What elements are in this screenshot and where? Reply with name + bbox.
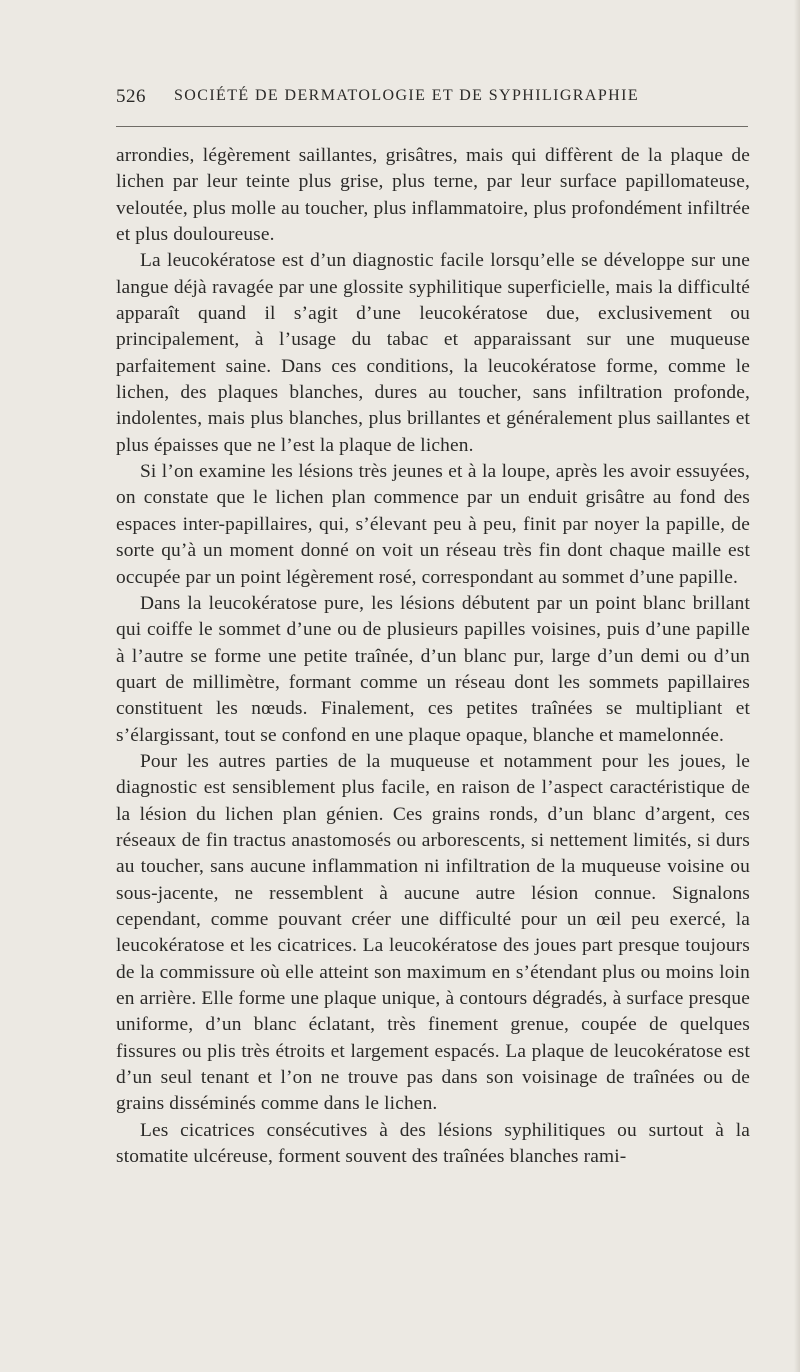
running-title: SOCIÉTÉ DE DERMATOLOGIE ET DE SYPHILIGRAPHIE [174,87,639,104]
page-number: 526 [116,86,146,107]
header-rule [116,126,748,127]
paragraph: La leucokératose est d’un diagnostic facile lorsqu’elle se développe sur une langue déjà ravagée par une glossite syphilitique superficielle, mais la difficulté apparaît quand il s’agit d’une leucokératose due, exclusivement ou principalement, à l’usage du tabac et apparaissant sur une muqueuse parfaitement saine. Dans ces conditions, la leucokératose forme, comme le lichen, des plaques blanches, dures au toucher, sans infiltration profonde, indolentes, mais plus blanches, plus brillantes et généralement plus saillantes et plus épaisses que ne l’est la plaque de lichen. [116,250,750,456]
running-header [116,86,748,116]
paragraph: Pour les autres parties de la muqueuse et notamment pour les joues, le diagnostic est sensiblement plus facile, en raison de l’aspect caractéristique de la lésion du lichen plan génien. Ces grains ronds, d’un blanc d’argent, ces réseaux de fin tractus anastomosés ou arborescents, si nettement limités, si durs au toucher, sans aucune inflammation ni infiltration de la muqueuse voisine ou sous-jacente, ne ressemblent à aucune autre lésion connue. Signalons cependant, comme pouvant créer une difficulté pour un œil peu exercé, la leucokératose et les cicatrices. La leucokératose des joues part presque toujours de la commissure où elle atteint son maximum en s’étendant plus ou moins loin en arrière. Elle forme une plaque unique, à contours dégradés, à surface presque uniforme, d’un blanc éclatant, très finement grenue, coupée de quelques fissures ou plis très étroits et largement espacés. La plaque de leucokératose est d’un seul tenant et l’on ne trouve pas dans son voisinage de traînées ou de grains disséminés comme dans le lichen. [116,750,750,1115]
paragraph-continued: arrondies, légèrement saillantes, grisâtres, mais qui diffèrent de la plaque de lichen par leur teinte plus grise, plus terne, par leur surface papillomateuse, veloutée, plus molle au toucher, plus inflammatoire, plus profondément infiltrée et plus douloureuse. [116,145,750,246]
paragraph: Les cicatrices consécutives à des lésions syphilitiques ou surtout à la stomatite ulcéreuse, forment souvent des traînées blanches rami- [116,1119,750,1168]
body-text [116,143,750,1170]
page-edge-shadow [794,0,800,1372]
paragraph: Si l’on examine les lésions très jeunes et à la loupe, après les avoir essuyées, on constate que le lichen plan commence par un enduit grisâtre au fond des espaces inter-papillaires, qui, s’élevant peu à peu, finit par noyer la papille, de sorte qu’à un moment donné on voit un réseau très fin dont chaque maille est occupée par un point légèrement rosé, correspondant au sommet d’une papille. [116,461,750,588]
paragraph: Dans la leucokératose pure, les lésions débutent par un point blanc brillant qui coiffe le sommet d’une ou de plusieurs papilles voisines, puis d’une papille à l’autre se forme une petite traînée, d’un blanc pur, large d’un demi ou d’un quart de millimètre, formant comme un réseau dont les sommets papillaires constituent les nœuds. Finalement, ces petites traînées se multipliant et s’élargissant, tout se confond en une plaque opaque, blanche et mamelonnée. [116,592,750,746]
